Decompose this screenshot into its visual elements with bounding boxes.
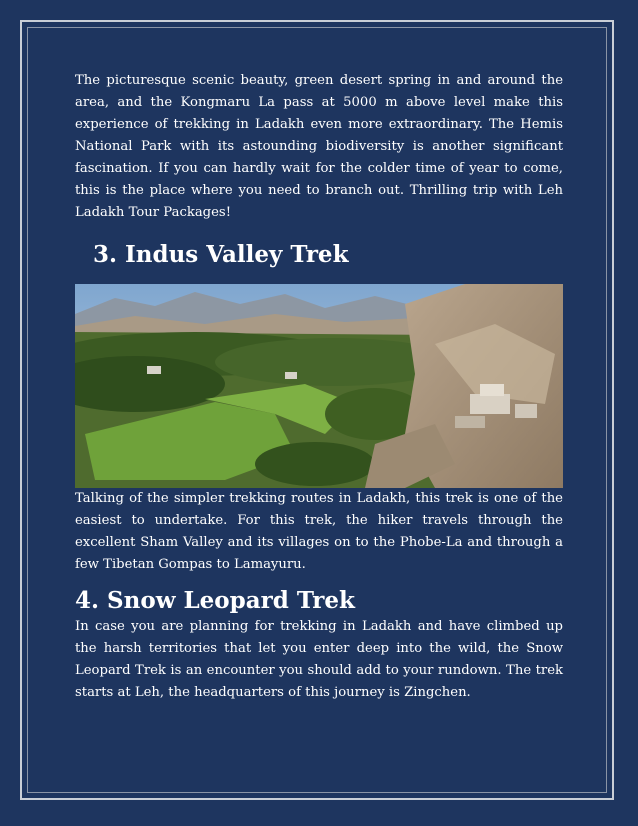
snow-leopard-paragraph: In case you are planning for trekking in Ladakh and have climbed up the harsh territories that let you enter deep into the wild, the Snow Leopard Trek is an encounter you should add to your rundown. The trek starts at Leh, the headquarters of this journey is Zingchen. bbox=[75, 619, 563, 700]
indus-valley-photo bbox=[75, 284, 563, 488]
page-content bbox=[75, 70, 563, 704]
heading-snow-leopard-trek: 4. Snow Leopard Trek bbox=[75, 587, 355, 614]
heading-indus-valley-trek: 3. Indus Valley Trek bbox=[93, 241, 349, 268]
indus-valley-paragraph: Talking of the simpler trekking routes in Ladakh, this trek is one of the easiest to undertake. For this trek, the hiker travels through the excellent Sham Valley and its villages on to the Phobe-La and through a few Tibetan Gompas to Lamayuru. bbox=[75, 491, 563, 572]
intro-paragraph: The picturesque scenic beauty, green desert spring in and around the area, and the Kongmaru La pass at 5000 m above level make this experience of trekking in Ladakh even more extraordinary. The Hemis National Park with its astounding biodiversity is another significant fascination. If you can hardly wait for the colder time of year to come, this is the place where you need to branch out. Thrilling trip with Leh Ladakh Tour Packages! bbox=[75, 73, 563, 220]
